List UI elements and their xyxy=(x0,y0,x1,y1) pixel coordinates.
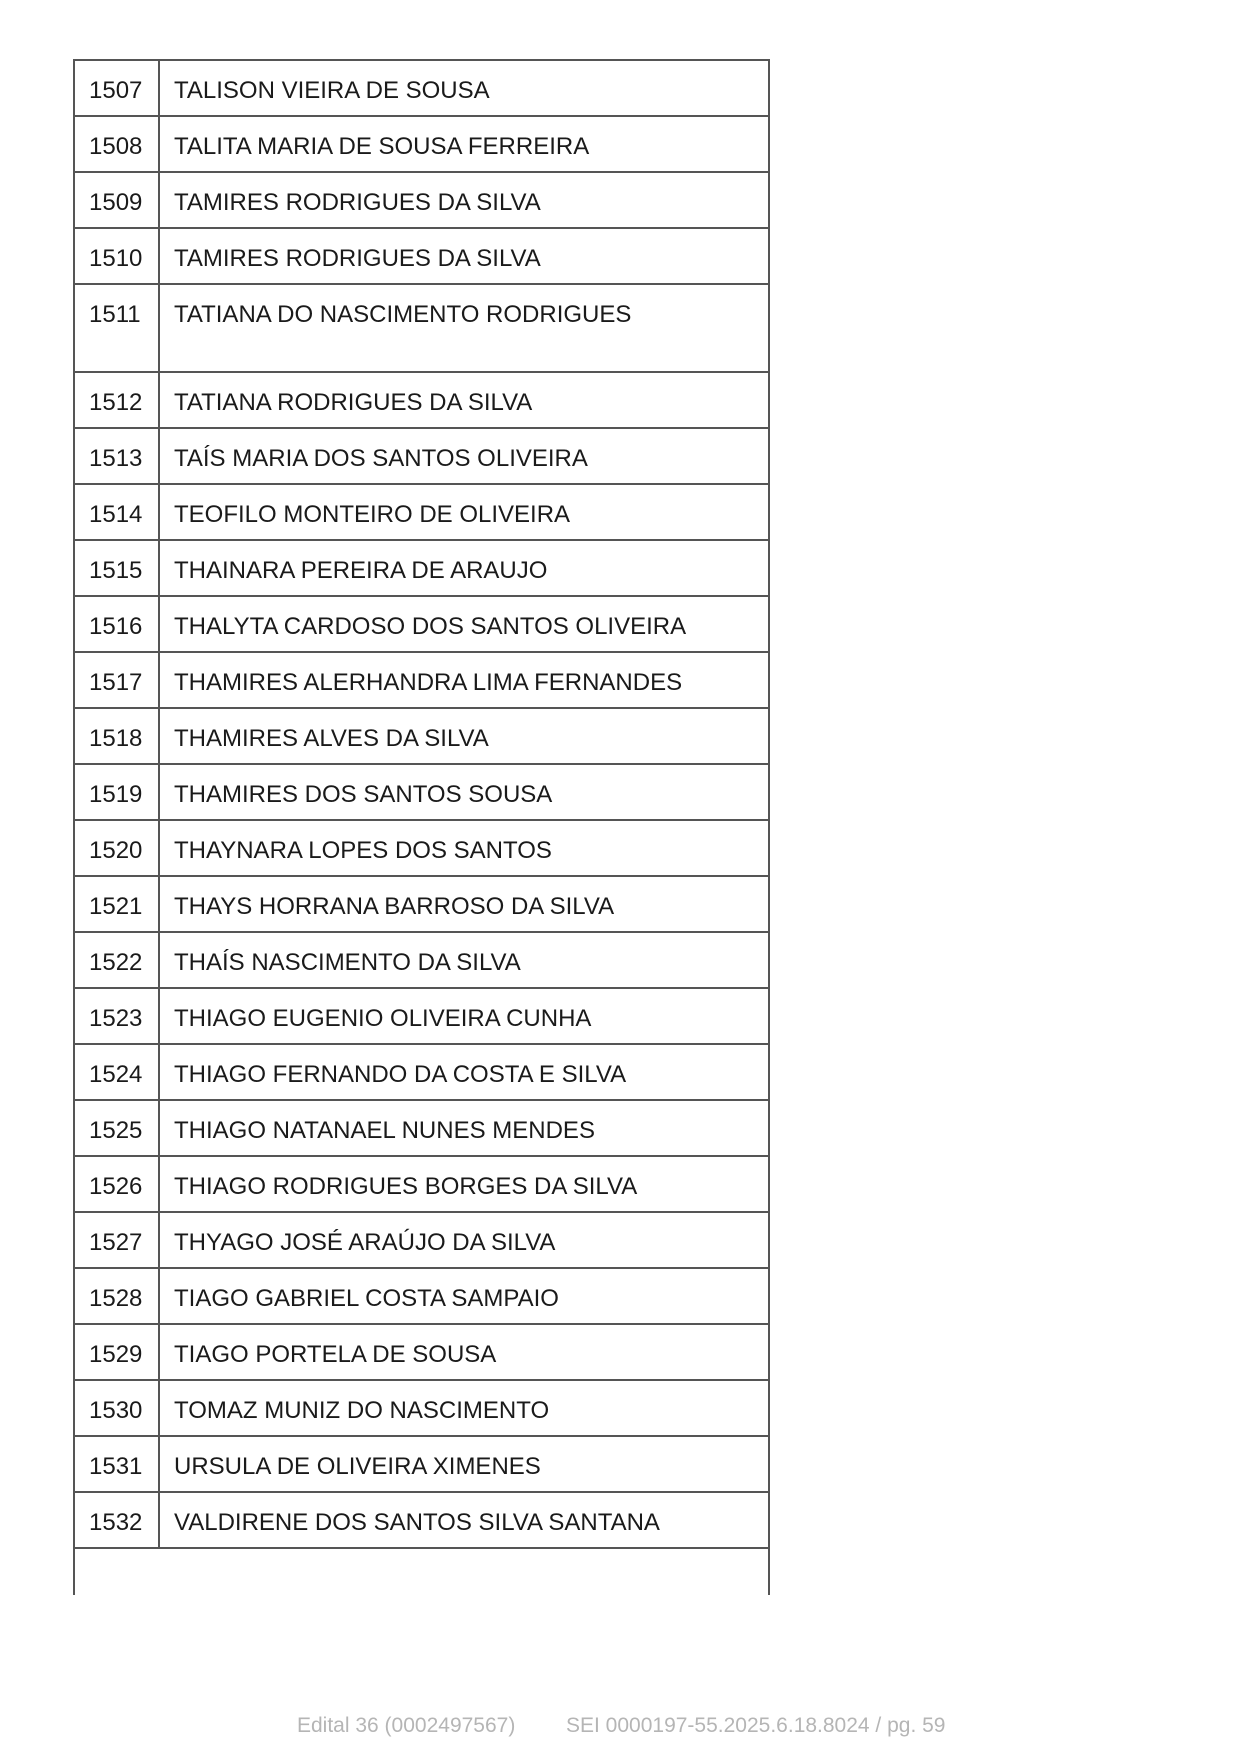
row-name: THIAGO FERNANDO DA COSTA E SILVA xyxy=(159,1044,769,1100)
row-name: THIAGO NATANAEL NUNES MENDES xyxy=(159,1100,769,1156)
row-number: 1528 xyxy=(74,1268,159,1324)
table-row xyxy=(74,172,769,228)
footer-process-page: SEI 0000197-55.2025.6.18.8024 / pg. 59 xyxy=(566,1714,946,1737)
row-number: 1511 xyxy=(74,284,159,372)
row-number: 1512 xyxy=(74,372,159,428)
table-row xyxy=(74,932,769,988)
row-number: 1519 xyxy=(74,764,159,820)
table-row xyxy=(74,372,769,428)
table-row xyxy=(74,484,769,540)
table-row xyxy=(74,1212,769,1268)
table-row xyxy=(74,1436,769,1492)
table-row xyxy=(74,228,769,284)
row-name: THIAGO EUGENIO OLIVEIRA CUNHA xyxy=(159,988,769,1044)
table-row xyxy=(74,284,769,372)
row-name: VALDIRENE DOS SANTOS SILVA SANTANA xyxy=(159,1492,769,1548)
row-number: 1509 xyxy=(74,172,159,228)
row-name: THIAGO RODRIGUES BORGES DA SILVA xyxy=(159,1156,769,1212)
row-number: 1517 xyxy=(74,652,159,708)
row-number: 1518 xyxy=(74,708,159,764)
row-number: 1515 xyxy=(74,540,159,596)
table-continuation xyxy=(73,1549,770,1595)
table-row xyxy=(74,708,769,764)
row-number: 1510 xyxy=(74,228,159,284)
table-row xyxy=(74,1100,769,1156)
row-number: 1513 xyxy=(74,428,159,484)
names-table-body xyxy=(74,60,769,1548)
row-name: TIAGO GABRIEL COSTA SAMPAIO xyxy=(159,1268,769,1324)
row-name: THYAGO JOSÉ ARAÚJO DA SILVA xyxy=(159,1212,769,1268)
table-row xyxy=(74,60,769,116)
table-row xyxy=(74,1044,769,1100)
row-name: THAMIRES ALERHANDRA LIMA FERNANDES xyxy=(159,652,769,708)
row-name: TALITA MARIA DE SOUSA FERREIRA xyxy=(159,116,769,172)
row-number: 1520 xyxy=(74,820,159,876)
row-number: 1522 xyxy=(74,932,159,988)
footer-document-id: Edital 36 (0002497567) xyxy=(297,1714,516,1737)
names-table-container xyxy=(73,59,770,1595)
row-name: TALISON VIEIRA DE SOUSA xyxy=(159,60,769,116)
table-row xyxy=(74,1156,769,1212)
row-name: TOMAZ MUNIZ DO NASCIMENTO xyxy=(159,1380,769,1436)
row-number: 1508 xyxy=(74,116,159,172)
row-name: TIAGO PORTELA DE SOUSA xyxy=(159,1324,769,1380)
row-name: THAÍS NASCIMENTO DA SILVA xyxy=(159,932,769,988)
row-name: THAMIRES ALVES DA SILVA xyxy=(159,708,769,764)
row-number: 1507 xyxy=(74,60,159,116)
row-number: 1521 xyxy=(74,876,159,932)
table-row xyxy=(74,428,769,484)
table-row xyxy=(74,820,769,876)
row-number: 1523 xyxy=(74,988,159,1044)
row-name: TEOFILO MONTEIRO DE OLIVEIRA xyxy=(159,484,769,540)
row-number: 1525 xyxy=(74,1100,159,1156)
table-row xyxy=(74,988,769,1044)
row-number: 1529 xyxy=(74,1324,159,1380)
row-name: THALYTA CARDOSO DOS SANTOS OLIVEIRA xyxy=(159,596,769,652)
table-row xyxy=(74,764,769,820)
table-row xyxy=(74,596,769,652)
row-name: URSULA DE OLIVEIRA XIMENES xyxy=(159,1436,769,1492)
row-name: TAMIRES RODRIGUES DA SILVA xyxy=(159,228,769,284)
row-number: 1526 xyxy=(74,1156,159,1212)
row-number: 1532 xyxy=(74,1492,159,1548)
table-row xyxy=(74,116,769,172)
table-row xyxy=(74,1492,769,1548)
row-name: THAYNARA LOPES DOS SANTOS xyxy=(159,820,769,876)
row-name: THAYS HORRANA BARROSO DA SILVA xyxy=(159,876,769,932)
row-number: 1531 xyxy=(74,1436,159,1492)
row-name: TAÍS MARIA DOS SANTOS OLIVEIRA xyxy=(159,428,769,484)
table-row xyxy=(74,1380,769,1436)
table-row xyxy=(74,876,769,932)
table-row xyxy=(74,652,769,708)
row-name: THAMIRES DOS SANTOS SOUSA xyxy=(159,764,769,820)
row-number: 1530 xyxy=(74,1380,159,1436)
row-number: 1527 xyxy=(74,1212,159,1268)
row-name: TAMIRES RODRIGUES DA SILVA xyxy=(159,172,769,228)
row-name: THAINARA PEREIRA DE ARAUJO xyxy=(159,540,769,596)
row-name: TATIANA RODRIGUES DA SILVA xyxy=(159,372,769,428)
row-number: 1514 xyxy=(74,484,159,540)
row-name: TATIANA DO NASCIMENTO RODRIGUES xyxy=(159,284,769,372)
names-table xyxy=(73,59,770,1549)
table-row xyxy=(74,540,769,596)
row-number: 1524 xyxy=(74,1044,159,1100)
table-row xyxy=(74,1324,769,1380)
table-row xyxy=(74,1268,769,1324)
row-number: 1516 xyxy=(74,596,159,652)
